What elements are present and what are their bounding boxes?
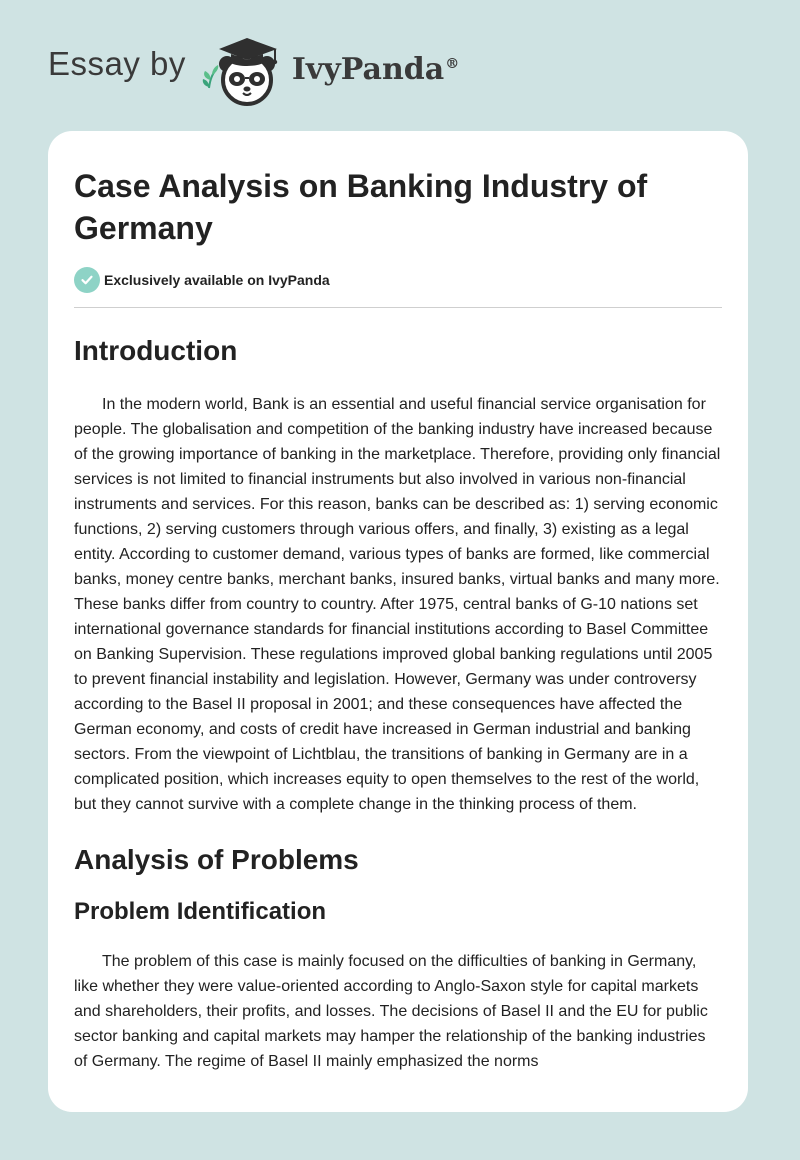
- site-header-brand[interactable]: [48, 30, 459, 110]
- brand-name: IvyPanda®: [291, 51, 460, 87]
- registered-mark: ®: [445, 55, 460, 72]
- essay-card: [48, 131, 748, 1112]
- brand-prefix: Essay by: [48, 45, 186, 82]
- section-heading-introduction: Introduction: [74, 335, 238, 366]
- subheading-problem-identification: Problem Identification: [74, 898, 327, 925]
- divider: [74, 307, 722, 308]
- exclusive-label: Exclusively available on IvyPanda: [104, 272, 330, 288]
- exclusive-notice: [74, 267, 722, 293]
- panda-graduate-logo: [200, 30, 288, 110]
- section-heading-analysis-of-problems: Analysis of Problems: [74, 844, 359, 875]
- introduction-paragraph: In the modern world, Bank is an essential and useful financial service organisation for people. The globalisation and competition of the banking industry have increased because of the growing importance of banking in the marketplace. Therefore, providing only financial services is not limited to financial instruments but also involved in various non-financial instruments and services. For this reason, banks can be described as: 1) serving economic functions, 2) serving customers through various offers, and finally, 3) existing as a legal entity. According to customer demand, various types of banks are formed, like commercial banks, money centre banks, merchant banks, insured banks, virtual banks and many more. These banks differ from country to country. After 1975, central banks of G-10 nations set international governance standards for financial institutions according to Basel Committee on Banking Supervision. These regulations improved global banking regulations until 2005 to prevent financial instability and legislation. However, Germany was under controversy according to the Basel II proposal in 2001; and these consequences have affected the German economy, and costs of credit have increased in German industrial and banking sectors. From the viewpoint of Lichtblau, the transitions of banking in Germany are in a complicated position, which increases equity to open themselves to the rest of the world, but they cannot survive with a complete change in the thinking process of them.: [74, 396, 721, 813]
- problem-identification-paragraph: The problem of this case is mainly focused on the difficulties of banking in Germany, like whether they were value-oriented according to Anglo-Saxon style for capital markets and shareholders, their profits, and losses. The decisions of Basel II and the EU for public sector banking and capital markets may hamper the relationship of the banking industries of Germany. The regime of Basel II mainly emphasized the norms: [74, 953, 708, 1070]
- essay-title: Case Analysis on Banking Industry of Germany: [74, 168, 648, 246]
- check-circle-icon: [74, 267, 100, 293]
